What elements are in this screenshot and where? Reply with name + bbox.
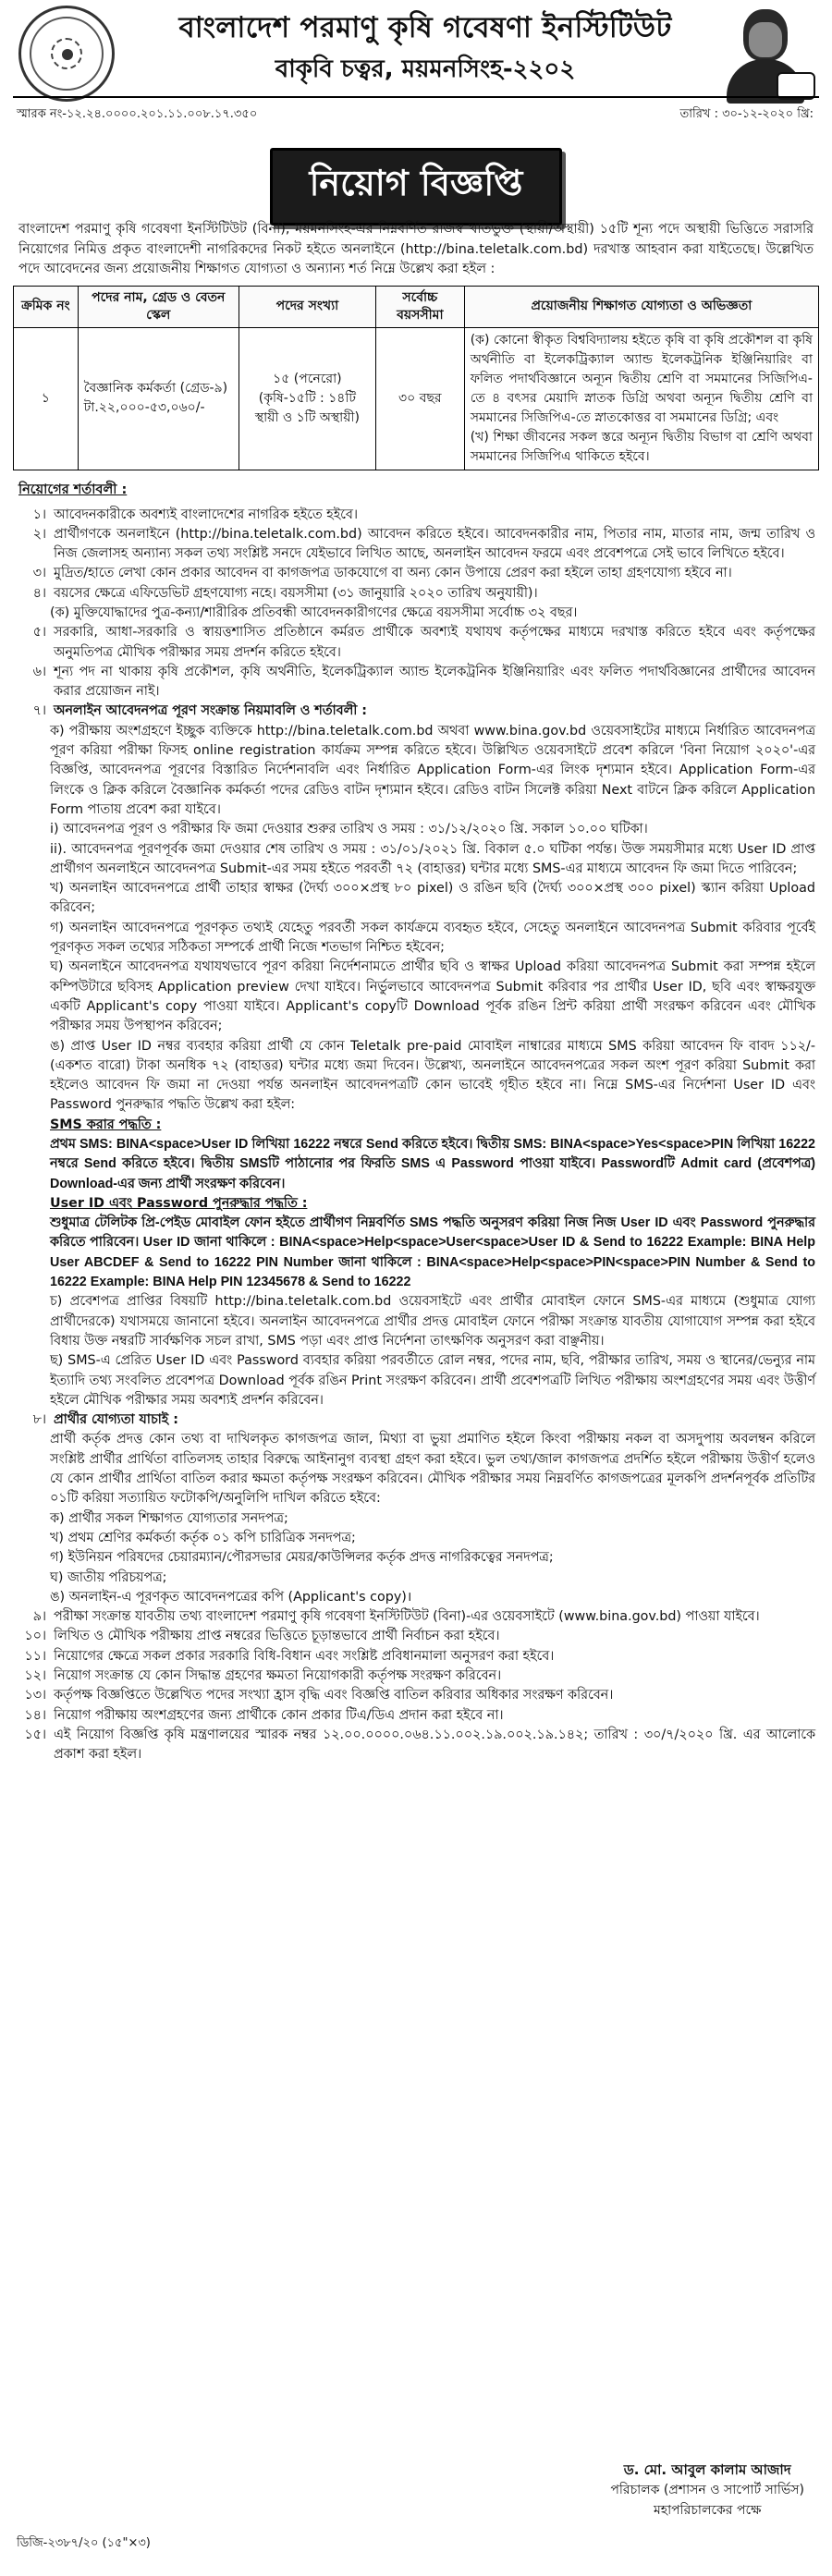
table-header-row	[14, 286, 819, 327]
condition-item	[50, 1588, 815, 1607]
condition-text: গ) ইউনিয়ন পরিষদের চেয়ারম্যান/পৌরসভার মেয়র/কাউন্সিলর কর্তৃক প্রদত্ত নাগরিকত্বের সনদপত্র;	[50, 1550, 554, 1566]
condition-item	[50, 1351, 815, 1410]
condition-text: ঙ) অনলাইন-এ পূরণকৃত আবেদনপত্রের কপি (Applicant's copy)।	[50, 1589, 412, 1605]
condition-item	[17, 506, 815, 525]
condition-item	[17, 1607, 815, 1627]
condition-text: SMS করার পদ্ধতি :	[50, 1117, 162, 1132]
condition-text: ক) প্রার্থীর সকল শিক্ষাগত যোগ্যতার সনদপত্র;	[50, 1510, 288, 1526]
condition-item	[50, 1214, 815, 1292]
cell-age: ৩০ বছর	[375, 327, 464, 470]
condition-item	[17, 1410, 815, 1430]
condition-text: ii). আবেদনপত্র পূরণপূর্বক জমা দেওয়ার শেষ তারিখ ও সময় : ৩১/০১/২০২১ খ্রি. বিকাল ৫.০ ঘটিকা পর্যন্ত। উক্ত সময়সীমার মধ্যে User ID প্রাপ্ত প্রার্থীগণ অনলাইনে আবেদনপত্র Submit-এর সময় হইতে পরবর্তী ৭২ (বাহাত্তর) ঘন্টার মধ্যে SMS-এর মাধ্যমে আবেদন ফি জমা দিতে পারিবেন;	[50, 841, 815, 876]
cell-count: ১৫ (পনেরো) (কৃষি-১৫টি : ১৪টি স্থায়ী ও ১টি অস্থায়ী)	[239, 327, 375, 470]
condition-number: ১০।	[24, 1629, 46, 1644]
notice-title: নিয়োগ বিজ্ঞপ্তি	[270, 148, 563, 226]
condition-item	[17, 1666, 815, 1686]
condition-text: শূন্য পদ না থাকায় কৃষি প্রকৌশল, কৃষি অর্থনীতি, ইলেকট্রিক্যাল অ্যান্ড ইলেকট্রনিক ইঞ্জিনিয়ারিং এবং ফলিত পদার্থবিজ্ঞানের প্রার্থীদের আবেদন করার প্রয়োজন নাই।	[54, 664, 815, 700]
condition-text: প্রথম SMS: BINA<space>User ID লিখিয়া 16222 নম্বরে Send করিতে হইবে। দ্বিতীয় SMS: BINA<space>Yes<space>PIN লিখিয়া 16222 নম্বরে Send করিতে হইবে। দ্বিতীয় SMSটি পাঠানোর পর ফিরতি SMS এ Password পাওয়া যাইবে। Passwordটি Admit card (প্রবেশপত্র) Download-এর জন্য প্রার্থী সংরক্ষণ করিবেন।	[50, 1137, 815, 1191]
signatory-on-behalf: মহাপরিচালকের পক্ষে	[653, 2503, 762, 2518]
condition-number: ৩।	[32, 566, 46, 581]
conditions-title: নিয়োগের শর্তাবলী :	[18, 482, 128, 497]
condition-item	[50, 1529, 815, 1548]
condition-text: i) আবেদনপত্র পূরণ ও পরীক্ষার ফি জমা দেওয়ার শুরুর তারিখ ও সময় : ৩১/১২/২০২০ খ্রি. সকাল ১০.০০ ঘটিকা।	[50, 822, 648, 837]
condition-item	[50, 1292, 815, 1351]
condition-item	[50, 1569, 815, 1588]
condition-item	[50, 1037, 815, 1116]
condition-text: বয়সের ক্ষেত্রে এফিডেভিট গ্রহণযোগ্য নহে। বয়সসীমা (৩১ জানুয়ারি ২০২০ তারিখ অনুযায়ী)।	[54, 585, 538, 601]
memo-date: তারিখ : ৩০-১২-২০২০ খ্রি:	[679, 107, 814, 121]
cell-serial: ১	[14, 327, 79, 470]
condition-item	[17, 564, 815, 583]
posts-table	[13, 286, 819, 470]
condition-item	[50, 604, 815, 623]
condition-text: গ) অনলাইন আবেদনপত্রে পূরণকৃত তথ্যই যেহেতু পরবর্তী সকল কার্যক্রমে ব্যবহৃত হইবে, সেহেতু অনলাইনে আবেদনপত্র Submit করিবার পূর্বেই পূরণকৃত সকল তথ্যের সঠিকতা সম্পর্কে প্রার্থী নিজে শতভাগ নিশ্চিত হইবেন;	[50, 920, 815, 956]
intro-paragraph: বাংলাদেশ পরমাণু কৃষি গবেষণা ইনস্টিটিউট (বিনা), ময়মনসিংহ-এর নিম্নবর্ণিত রাজস্ব খাতভুক্ত (স্থায়ী/অস্থায়ী) ১৫টি শূন্য পদে অস্থায়ী ভিত্তিতে সরাসরি নিয়োগের নিমিত্ত প্রকৃত বাংলাদেশী নাগরিকদের নিকট হইতে অনলাইনে (http://bina.teletalk.com.bd) দরখাস্ত আহবান করা যাইতেছে। উল্লেখিত পদে আবেদনের জন্য প্রয়োজনীয় শিক্ষাগত যোগ্যতা ও অন্যান্য শর্ত নিম্নে উল্লেখ করা হইল :	[18, 222, 814, 276]
col-post: পদের নাম, গ্রেড ও বেতন স্কেল	[78, 286, 239, 327]
condition-item	[50, 958, 815, 1036]
portrait-logo	[719, 4, 815, 104]
condition-item	[17, 623, 815, 663]
header-divider	[13, 96, 819, 98]
condition-item	[17, 702, 815, 721]
memo-number: স্মারক নং-১২.২৪.০০০০.২০১.১১.০০৮.১৭.৩৫০	[17, 107, 258, 121]
condition-number: ৭।	[32, 703, 46, 719]
condition-text: নিয়োগের ক্ষেত্রে সকল প্রকার সরকারি বিধি-বিধান এবং সংশ্লিষ্ট প্রবিধানমালা অনুসরণ করা হইবে।	[54, 1648, 555, 1664]
condition-text: চ) প্রবেশপত্র প্রাপ্তির বিষয়টি http://bina.teletalk.com.bd ওয়েবসাইটে এবং প্রার্থীর মোবাইল ফোনে SMS-এর মাধ্যমে (শুধুমাত্র যোগ্য প্রার্থীদেরকে) যথাসময়ে জানানো হইবে। অনলাইন আবেদনপত্রে প্রার্থীর প্রদত্ত মোবাইল ফোনে পরীক্ষা সংক্রান্ত যাবতীয় যোগাযোগ সম্পন্ন করা হইবে বিধায় উক্ত নম্বরটি সার্বক্ষণিক সচল রাখা, SMS পড়া এবং প্রাপ্ত নির্দেশনা তাৎক্ষণিক অনুসরণ করা বাঞ্ছনীয়।	[50, 1294, 815, 1349]
cell-post: বৈজ্ঞানিক কর্মকর্তা (গ্রেড-৯) টা.২২,০০০-৫৩,০৬০/-	[78, 327, 239, 470]
condition-number: ১১।	[24, 1648, 46, 1664]
condition-number: ৪।	[32, 585, 46, 601]
condition-number: ১২।	[24, 1668, 46, 1684]
condition-text: খ) প্রথম শ্রেণির কর্মকর্তা কর্তৃক ০১ কপি চারিত্রিক সনদপত্র;	[50, 1530, 356, 1545]
condition-text: প্রার্থী কর্তৃক প্রদত্ত কোন তথ্য বা দাখিলকৃত কাগজপত্র জাল, মিথ্যা বা ভুয়া প্রমাণিত হইলে কিংবা পরীক্ষায় নকল বা অসদুপায় অবলম্বন করিলে সংশ্লিষ্ট প্রার্থীর প্রার্থিতা বাতিলসহ তাহার বিরুদ্ধে আইনানুগ ব্যবস্থা গ্রহণ করা হইবে। ভুল তথ্য/জাল কাগজপত্র প্রদর্শিত হইলে পরীক্ষায় উত্তীর্ণ হলেও যে কোন প্রার্থীর প্রার্থিতা বাতিল করার ক্ষমতা কর্তৃপক্ষ সংরক্ষণ করিবেন। মৌখিক পরীক্ষার সময় নিম্নবর্ণিত কাগজপত্রের মূলকপি প্রদর্শনপূর্বক প্রতিটির ০১টি করিয়া সত্যায়িত ফটোকপি/অনুলিপি দাখিল করিতে হইবে:	[50, 1432, 815, 1507]
condition-text: সরকারি, আধা-সরকারি ও স্বায়ত্তশাসিত প্রতিষ্ঠানে কর্মরত প্রার্থীকে অবশ্যই যথাযথ কর্তৃপক্ষের মাধ্যমে দরখাস্ত করিতে হইবে এবং কর্তৃপক্ষের অনুমতিপত্র মৌখিক পরীক্ষার সময় প্রদর্শন করিতে হইবে।	[54, 625, 815, 660]
condition-number: ১৪।	[24, 1707, 46, 1723]
condition-text: User ID এবং Password পুনরুদ্ধার পদ্ধতি :	[50, 1195, 308, 1211]
condition-text: (ক) মুক্তিযোদ্ধাদের পুত্র-কন্যা/শারীরিক প্রতিবন্ধী আবেদনকারীগণের ক্ষেত্রে বয়সসীমা সর্বোচ্চ ৩২ বছর।	[50, 604, 578, 620]
condition-item	[17, 1706, 815, 1726]
condition-item	[50, 1430, 815, 1508]
condition-text: এই নিয়োগ বিজ্ঞপ্তি কৃষি মন্ত্রণালয়ের স্মারক নম্বর ১২.০০.০০০০.০৬৪.১১.০০২.১৯.০০২.১৯.১৪২; তারিখ : ৩০/৭/২০২০ খ্রি. এর আলোকে প্রকাশ করা হইল।	[54, 1727, 815, 1763]
condition-item	[50, 919, 815, 958]
condition-text: পরীক্ষা সংক্রান্ত যাবতীয় তথ্য বাংলাদেশ পরমাণু কৃষি গবেষণা ইনস্টিটিউট (বিনা)-এর ওয়েবসাইটে (www.bina.gov.bd) পাওয়া যাইবে।	[54, 1609, 760, 1625]
condition-text: কর্তৃপক্ষ বিজ্ঞপ্তিতে উল্লেখিত পদের সংখ্যা হ্রাস বৃদ্ধি এবং বিজ্ঞপ্তি বাতিল করিবার অধিকার সংরক্ষণ করিবেন।	[54, 1688, 614, 1703]
condition-text: লিখিত ও মৌখিক পরীক্ষায় প্রাপ্ত নম্বরের ভিত্তিতে চূড়ান্তভাবে প্রার্থী নির্বাচন করা হইবে।	[54, 1629, 500, 1644]
condition-item	[50, 840, 815, 880]
condition-item	[50, 1509, 815, 1529]
condition-number: ৬।	[32, 664, 46, 679]
institute-seal-logo	[18, 6, 115, 102]
condition-number: ২।	[32, 526, 46, 542]
signatory-name: ড. মো. আবুল কালাম আজাদ	[623, 2461, 791, 2478]
condition-item	[50, 879, 815, 919]
cell-qualification	[464, 327, 818, 470]
condition-number: ৮।	[32, 1412, 46, 1428]
condition-text: প্রার্থীগণকে অনলাইনে (http://bina.teletalk.com.bd) আবেদন করিতে হইবে। আবেদনকারীর নাম, পিতার নাম, মাতার নাম, জন্ম তারিখ ও নিজ জেলাসহ অন্যান্য সকল তথ্য সংশ্লিষ্ট সনদে যেইভাবে লিখিত আছে, অনলাইন আবেদন ফরমে এবং প্রবেশপত্রে সেই ভাবে লিখিতে হইবে।	[54, 526, 815, 562]
condition-text: ঙ) প্রাপ্ত User ID নম্বর ব্যবহার করিয়া প্রার্থী যে কোন Teletalk pre-paid মোবাইল নাম্বারের মাধ্যমে SMS করিয়া আবেদন ফি বাবদ ১১২/- (একশত বারো) টাকা অনধিক ৭২ (বাহাত্তর) ঘন্টার মধ্যে জমা দিবেন। উল্লেখ্য, অনলাইনে আবেদনপত্রের সকল অংশ পূরণ করিয়া Submit করা হইলেও আবেদন ফি জমা না দেওয়া পর্যন্ত অনলাইন আবেদনপত্রটি কোন ভাবেই গৃহীত হইবে না। নিম্নে SMS-এর নির্দেশনা User ID এবং Password পুনরুদ্ধার পদ্ধতি উল্লেখ করা হইল:	[50, 1038, 815, 1113]
footer-code: ডিজি-২৩৮৭/২০ (১৫"×৩)	[17, 2536, 151, 2550]
condition-text: ঘ) অনলাইনে আবেদনপত্র যথাযথভাবে পূরণ করিয়া নির্দেশনামতে প্রার্থীর ছবি ও স্বাক্ষর Upload করিয়া আবেদনপত্র Submit করা সম্পন্ন হইলে কম্পিউটারে ছবিসহ Application preview দেখা যাইবে। নির্ভুলভাবে আবেদনপত্র Submit করিবার পর প্রার্থীর User ID, ছবি এবং স্বাক্ষরযুক্ত একটি Applicant's copy পাওয়া যাইবে। Applicant's copyটি Download পূর্বক রঙিন প্রিন্ট করিয়া প্রার্থী সংরক্ষণ করিবেন এবং মৌখিক পরীক্ষার সময় উপস্থাপন করিবেন;	[50, 959, 815, 1034]
condition-item	[17, 525, 815, 565]
col-age: সর্বোচ্চ বয়সসীমা	[375, 286, 464, 327]
signature-block	[610, 2460, 804, 2521]
condition-item	[50, 1116, 815, 1135]
condition-item	[17, 1686, 815, 1705]
condition-item	[50, 1194, 815, 1214]
condition-item	[17, 1726, 815, 1765]
condition-number: ১৫।	[24, 1727, 46, 1742]
condition-number: ১৩।	[24, 1688, 46, 1703]
col-serial: ক্রমিক নং	[14, 286, 79, 327]
condition-text: শুধুমাত্র টেলিটক প্রি-পেইড মোবাইল ফোন হইতে প্রার্থীগণ নিম্নবর্ণিত SMS পদ্ধতি অনুসরণ করিয়া নিজ নিজ User ID এবং Password পুনরুদ্ধার করিতে পারিবেন। User ID জানা থাকিলে : BINA<space>Help<space>User<space>User ID & Send to 16222 Example: BINA Help User ABCDEF & Send to 16222 PIN Number জানা থাকিলে : BINA<space>Help<space>PIN<space>PIN Number & Send to 16222 Example: BINA Help PIN 12345678 & Send to 16222	[50, 1215, 815, 1290]
condition-number: ৫।	[32, 625, 46, 641]
condition-text: ঘ) জাতীয় পরিচয়পত্র;	[50, 1569, 167, 1585]
condition-number: ১।	[32, 507, 46, 522]
org-name: বাংলাদেশ পরমাণু কৃষি গবেষণা ইনস্টিটিউট	[178, 11, 672, 44]
condition-text: খ) অনলাইন আবেদনপত্রে প্রার্থী তাহার স্বাক্ষর (দৈর্ঘ্য ৩০০×প্রস্থ ৮০ pixel) ও রঙিন ছবি (দৈর্ঘ্য ৩০০×প্রস্থ ৩০০ pixel) স্ক্যান করিয়া Upload করিবেন;	[50, 881, 815, 916]
col-qualification: প্রয়োজনীয় শিক্ষাগত যোগ্যতা ও অভিজ্ঞতা	[464, 286, 818, 327]
col-count: পদের সংখ্যা	[239, 286, 375, 327]
condition-text: নিয়োগ পরীক্ষায় অংশগ্রহণের জন্য প্রার্থীকে কোন প্রকার টিএ/ডিএ প্রদান করা হইবে না।	[54, 1707, 504, 1723]
letterhead	[13, 0, 819, 139]
condition-text: নিয়োগ সংক্রান্ত যে কোন সিদ্ধান্ত গ্রহণের ক্ষমতা নিয়োগকারী কর্তৃপক্ষ সংরক্ষণ করিবেন।	[54, 1668, 502, 1684]
org-address: বাকৃবি চত্বর, ময়মনসিংহ-২২০২	[275, 55, 576, 83]
qualification-b: (খ) শিক্ষা জীবনের সকল স্তরে অন্যূন দ্বিতীয় বিভাগ বা শ্রেণি অথবা সমমানের সিজিপিএ থাকিতে হইবে।	[470, 429, 813, 464]
signatory-designation: পরিচালক (প্রশাসন ও সাপোর্ট সার্ভিস)	[610, 2483, 804, 2497]
condition-text: মুদ্রিত/হাতে লেখা কোন প্রকার আবেদন বা কাগজপত্র ডাকযোগে বা অন্য কোন উপায়ে প্রেরণ করা হইলে তাহা গ্রহণযোগ্য হইবে না।	[54, 566, 732, 581]
condition-text: ক) পরীক্ষায় অংশগ্রহণে ইচ্ছুক ব্যক্তিকে http://bina.teletalk.com.bd অথবা www.bina.gov.bd ওয়েবসাইটের মাধ্যমে নির্ধারিত আবেদনপত্র পূরণ করিয়া পরীক্ষা ফিসহ online registration কার্যক্রম সম্পন্ন করিতে হইবে। উল্লিখিত ওয়েবসাইটে প্রবেশ করিলে 'বিনা নিয়োগ ২০২০'-এর বিজ্ঞপ্তি, আবেদনপত্র পূরণের বিস্তারিত নির্দেশনাবলি এবং নির্ধারিত Application Form-এর লিংক দৃশ্যমান হইবে। Application Form-এর লিংকে ও ক্লিক করিলে বৈজ্ঞানিক কর্মকর্তা পদের রেডিও বাটন দৃশ্যমান হইবে। রেডিও বাটন সিলেক্ট করিয়া Next বাটনে ক্লিক করিলে Application Form পাতায় প্রবেশ করা যাইবে।	[50, 723, 815, 817]
qualification-a: (ক) কোনো স্বীকৃত বিশ্ববিদ্যালয় হইতে কৃষি বা কৃষি প্রকৌশল বা কৃষি অর্থনীতি বা ইলেকট্রিক্যাল অ্যান্ড ইলেকট্রনিক ইঞ্জিনিয়ারিং বা ফলিত পদার্থবিজ্ঞানে অন্যূন দ্বিতীয় শ্রেণি বা সমমানের সিজিপিএ-তে ৪ বৎসর মেয়াদি স্নাতক ডিগ্রি অথবা অন্যূন দ্বিতীয় শ্রেণি বা সমমানের সিজিপিএ-তে স্নাতকোত্তর বা সমমানের ডিগ্রি; এবং	[470, 332, 813, 425]
condition-text: ছ) SMS-এ প্রেরিত User ID এবং Password ব্যবহার করিয়া পরবর্তীতে রোল নম্বর, পদের নাম, ছবি, পরীক্ষার তারিখ, সময় ও স্থানের/ভেন্যুর নাম ইত্যাদি তথ্য সংবলিত প্রবেশপত্র Download পূর্বক রঙিন Print সংরক্ষণ করিবেন। প্রার্থী প্রবেশপত্রটি লিখিত পরীক্ষায় অংশগ্রহণের সময় এবং উত্তীর্ণ হইলে মৌখিক পরীক্ষার সময় অবশ্যই প্রদর্শন করিবেন।	[50, 1353, 815, 1408]
condition-text: অনলাইন আবেদনপত্র পূরণ সংক্রান্ত নিয়মাবলি ও শর্তাবলী :	[54, 703, 368, 719]
condition-text: আবেদনকারীকে অবশ্যই বাংলাদেশের নাগরিক হইতে হইবে।	[54, 507, 358, 522]
condition-item	[50, 1548, 815, 1568]
condition-item	[50, 1135, 815, 1194]
condition-item	[17, 584, 815, 604]
condition-item	[17, 1647, 815, 1666]
condition-text: প্রার্থীর যোগ্যতা যাচাই :	[54, 1412, 178, 1428]
condition-item	[50, 722, 815, 820]
condition-item	[50, 820, 815, 839]
condition-number: ৯।	[32, 1609, 46, 1625]
table-row	[14, 327, 819, 470]
condition-item	[17, 1627, 815, 1646]
condition-item	[17, 663, 815, 702]
conditions-list	[13, 506, 819, 1765]
